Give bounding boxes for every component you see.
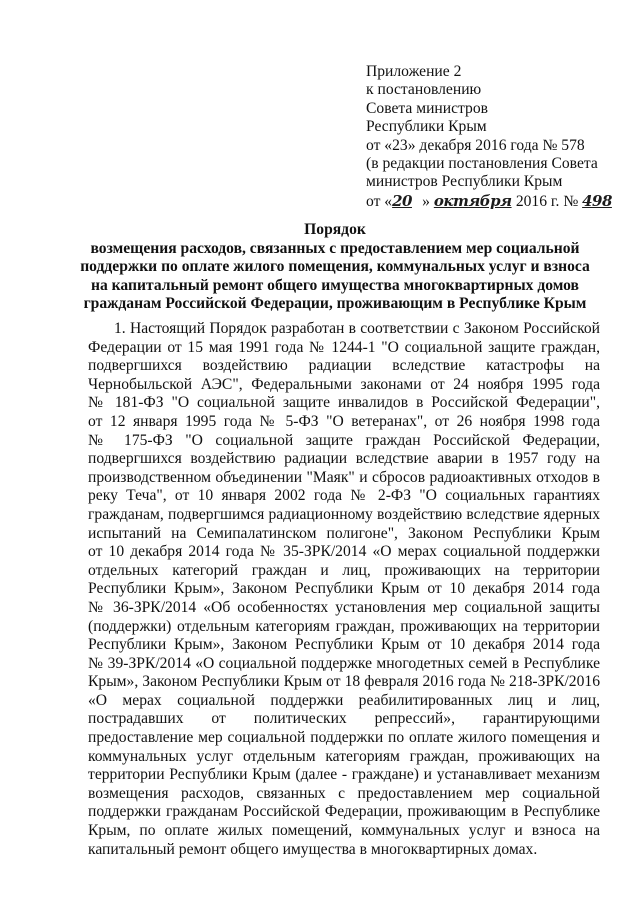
title-line: Порядок (304, 221, 366, 238)
amendment-prefix: от « (366, 192, 393, 210)
body-line: предоставление мер социальной поддержки по оплате жилого помещения и (88, 729, 600, 747)
body-line: Республики Крым», Законом Республики Крым от 10 декабря 2014 года (88, 580, 600, 598)
handwritten-day: 20 (392, 191, 412, 210)
body-line: 1. Настоящий Порядок разработан в соответствии с Законом Российской (114, 320, 600, 337)
handwritten-number: 498 (582, 191, 612, 210)
appendix-line: Совета министров (366, 99, 489, 117)
appendix-line: Приложение 2 (366, 63, 462, 80)
appendix-header (366, 63, 628, 211)
body-line: коммунальных услуг отдельным категориям граждан, проживающих на (88, 747, 600, 765)
body-line: Крым», Законом Республики Крым от 18 февраля 2016 года № 218-ЗРК/2016 (88, 673, 600, 691)
body-line: Федерации от 15 мая 1991 года № 1244-1 "О социальной защите граждан, (88, 338, 600, 356)
title-line: возмещения расходов, связанных с предоставлением мер социальной (90, 239, 580, 257)
paragraph-1 (88, 320, 600, 859)
amendment-date-line (366, 192, 628, 211)
title-line: поддержки по оплате жилого помещения, коммунальных услуг и взноса (80, 258, 590, 276)
title-line: гражданам Российской Федерации, проживающим в Республике Крым (83, 295, 587, 313)
body-line: № 175-ФЗ "О социальной защите граждан Российской Федерации, (88, 431, 600, 449)
amendment-mid: » (422, 192, 434, 210)
appendix-line: к постановлению (366, 81, 482, 99)
body-line: поддержки гражданам Российской Федерации, проживающим в Республике (88, 803, 600, 821)
document-title (40, 221, 630, 314)
body-line: реку Теча", от 10 января 2002 года № 2-ФЗ "О социальных гарантиях (88, 487, 600, 505)
body-line: капитальный ремонт общего имущества в многоквартирных домах. (88, 840, 538, 858)
body-line: № 39-ЗРК/2014 «О социальной поддержке многодетных семей в Республике (88, 654, 600, 672)
body-line: отдельных категорий граждан и лиц, проживающих на территории (88, 561, 600, 579)
body-line: подвергшихся воздействию радиации вследствие аварии в 1957 году на (88, 450, 600, 468)
appendix-line: (в редакции постановления Совета (366, 155, 598, 173)
body-line: № 36-ЗРК/2014 «Об особенностях установления мер социальной защиты (88, 598, 600, 616)
body-line: производственном объединении "Маяк" и сбросов радиоактивных отходов в (88, 468, 600, 486)
body-line: от 10 декабря 2014 года № 35-ЗРК/2014 «О мерах социальной поддержки (88, 543, 600, 561)
appendix-line: от «23» декабря 2016 года № 578 (366, 136, 585, 154)
appendix-line: министров Республики Крым (366, 173, 563, 191)
body-line: гражданам, подвергшимся радиационному воздействию вследствие ядерных (88, 505, 600, 523)
body-line: «О мерах социальной поддержки реабилитированных лиц и лиц, (88, 691, 600, 709)
body-line: возмещения расходов, связанных с предоставлением мер социальной (88, 784, 600, 802)
body-line: испытаний на Семипалатинском полигоне", Законом Республики Крым (88, 524, 600, 542)
appendix-line: Республики Крым (366, 118, 487, 136)
amendment-suffix: 2016 г. № (515, 192, 583, 210)
body-line: территории Республики Крым (далее - граждане) и устанавливает механизм (88, 766, 600, 784)
body-line: от 12 января 1995 года № 5-ФЗ "О ветеранах", от 26 ноября 1998 года (88, 412, 600, 430)
body-line: Чернобыльской АЭС", Федеральными законами от 24 ноября 1995 года (88, 375, 600, 393)
body-line: Республики Крым», Законом Республики Крым от 10 декабря 2014 года (88, 636, 600, 654)
body-line: Крым, по оплате жилых помещений, коммунальных услуг и взноса на (88, 822, 600, 840)
body-line: подвергшихся воздействию радиации вследствие катастрофы на (88, 357, 600, 375)
title-line: на капитальный ремонт общего имущества многоквартирных домов (91, 276, 579, 294)
body-line: (поддержки) отдельным категориям граждан, проживающих на территории (88, 617, 600, 635)
handwritten-month: октября (433, 191, 512, 210)
body-line: № 181-ФЗ "О социальной защите инвалидов в Российской Федерации", (88, 394, 600, 412)
body-line: пострадавших от политических репрессий», гарантирующими (88, 710, 600, 728)
